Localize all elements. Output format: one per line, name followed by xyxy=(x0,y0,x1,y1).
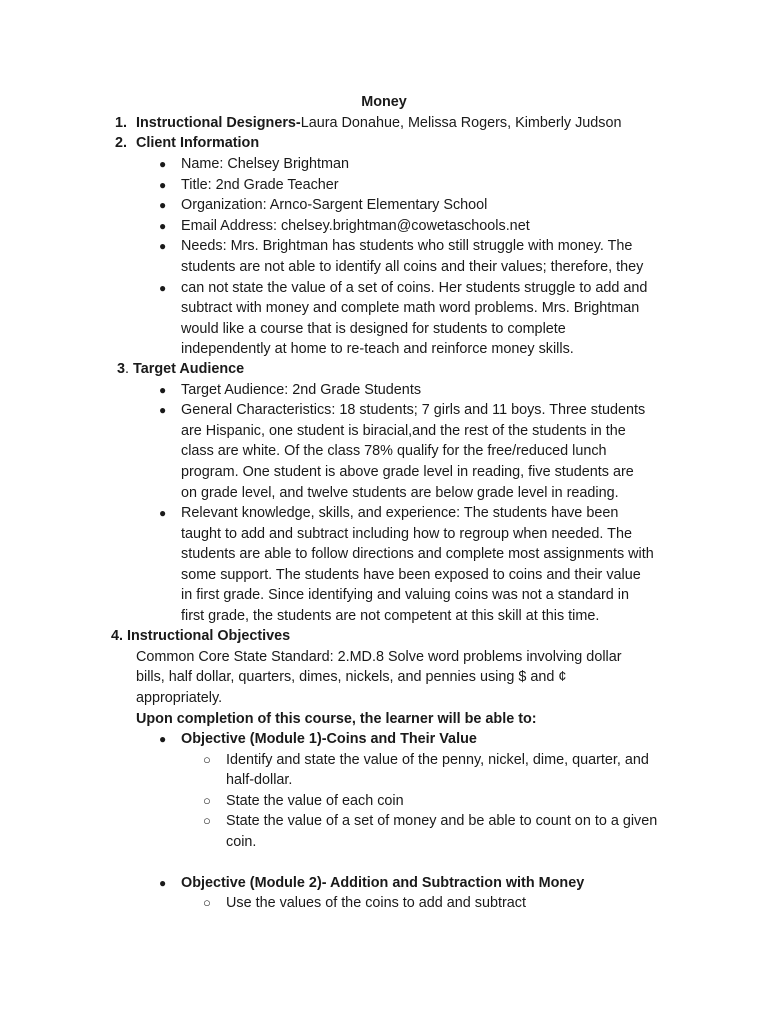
general-line: class are white. Of the class 78% qualify for the free/reduced lunch xyxy=(181,443,607,459)
s3-dot: . xyxy=(125,361,130,377)
relevant-line: students are able to follow directions and complete most assignments with xyxy=(181,546,654,562)
needs-line: would like a course that is designed for students to complete xyxy=(181,321,566,337)
relevant-line: Relevant knowledge, skills, and experience: The students have been xyxy=(181,505,619,521)
bullet-icon: ● xyxy=(159,281,167,295)
client-title: Title: 2nd Grade Teacher xyxy=(181,177,339,193)
client-name: Name: Chelsey Brightman xyxy=(181,156,349,172)
general-line: on grade level, and twelve students are below grade level in reading. xyxy=(181,485,619,501)
client-email: Email Address: chelsey.brightman@cowetaschools.net xyxy=(181,218,530,234)
s1-number: 1. xyxy=(115,115,128,131)
client-organization: Organization: Arnco-Sargent Elementary School xyxy=(181,197,488,213)
ccss-line: appropriately. xyxy=(136,690,223,706)
general-line: are Hispanic, one student is biracial,and the rest of the students in the xyxy=(181,423,626,439)
bullet-icon: ● xyxy=(159,198,167,212)
bullet-icon: ● xyxy=(159,178,167,192)
circle-bullet-icon: ○ xyxy=(203,793,211,808)
circle-bullet-icon: ○ xyxy=(203,895,211,910)
objective-module-2: Objective (Module 2)- Addition and Subtraction with Money xyxy=(181,875,585,891)
ccss-line: bills, half dollar, quarters, dimes, nickels, and pennies using $ and ¢ xyxy=(136,669,567,685)
bullet-icon: ● xyxy=(159,239,167,253)
needs-line: can not state the value of a set of coins. Her students struggle to add and xyxy=(181,280,648,296)
obj1-item-line: Identify and state the value of the penny, nickel, dime, quarter, and xyxy=(226,752,649,768)
circle-bullet-icon: ○ xyxy=(203,813,211,828)
general-line: program. One student is above grade level in reading, five students are xyxy=(181,464,634,480)
s4-heading: 4. Instructional Objectives xyxy=(111,628,291,644)
general-line: General Characteristics: 18 students; 7 girls and 11 boys. Three students xyxy=(181,402,646,418)
objective-module-1: Objective (Module 1)-Coins and Their Value xyxy=(181,731,477,747)
needs-line: students are not able to identify all coins and their values; therefore, they xyxy=(181,259,644,275)
s3-number: 3 xyxy=(117,361,126,377)
bullet-icon: ● xyxy=(159,403,167,417)
s1-value: Laura Donahue, Melissa Rogers, Kimberly Judson xyxy=(300,115,622,131)
relevant-line: some support. The students have been exposed to coins and their value xyxy=(181,567,641,583)
s1-label: Instructional Designers- xyxy=(136,115,301,131)
s1-line xyxy=(136,113,622,133)
page-title: Money xyxy=(361,94,407,110)
circle-bullet-icon: ○ xyxy=(203,752,211,767)
upon-completion: Upon completion of this course, the learner will be able to: xyxy=(136,711,537,727)
ccss-line: Common Core State Standard: 2.MD.8 Solve word problems involving dollar xyxy=(136,649,622,665)
obj1-item-line: State the value of each coin xyxy=(226,793,404,809)
bullet-icon: ● xyxy=(159,383,167,397)
obj1-item-line: half-dollar. xyxy=(226,772,293,788)
s3-label: Target Audience xyxy=(133,361,245,377)
relevant-line: taught to add and subtract including how to regroup when needed. The xyxy=(181,526,632,542)
relevant-line: first grade, the students are not competent at this skill at this time. xyxy=(181,608,600,624)
bullet-icon: ● xyxy=(159,506,167,520)
obj1-item-line: coin. xyxy=(226,834,257,850)
needs-line: independently at home to re-teach and reinforce money skills. xyxy=(181,341,574,357)
bullet-icon: ● xyxy=(159,876,167,890)
bullet-icon: ● xyxy=(159,157,167,171)
needs-line: Needs: Mrs. Brightman has students who still struggle with money. The xyxy=(181,238,633,254)
relevant-line: in first grade. Since identifying and valuing coins was not a standard in xyxy=(181,587,629,603)
obj2-item-line: Use the values of the coins to add and subtract xyxy=(226,895,526,911)
s3-heading xyxy=(117,359,244,379)
bullet-icon: ● xyxy=(159,732,167,746)
bullet-icon: ● xyxy=(159,219,167,233)
s2-label: Client Information xyxy=(136,135,260,151)
s2-number: 2. xyxy=(115,135,128,151)
needs-line: subtract with money and complete math word problems. Mrs. Brightman xyxy=(181,300,640,316)
obj1-item-line: State the value of a set of money and be able to count on to a given xyxy=(226,813,658,829)
target-audience: Target Audience: 2nd Grade Students xyxy=(181,382,422,398)
